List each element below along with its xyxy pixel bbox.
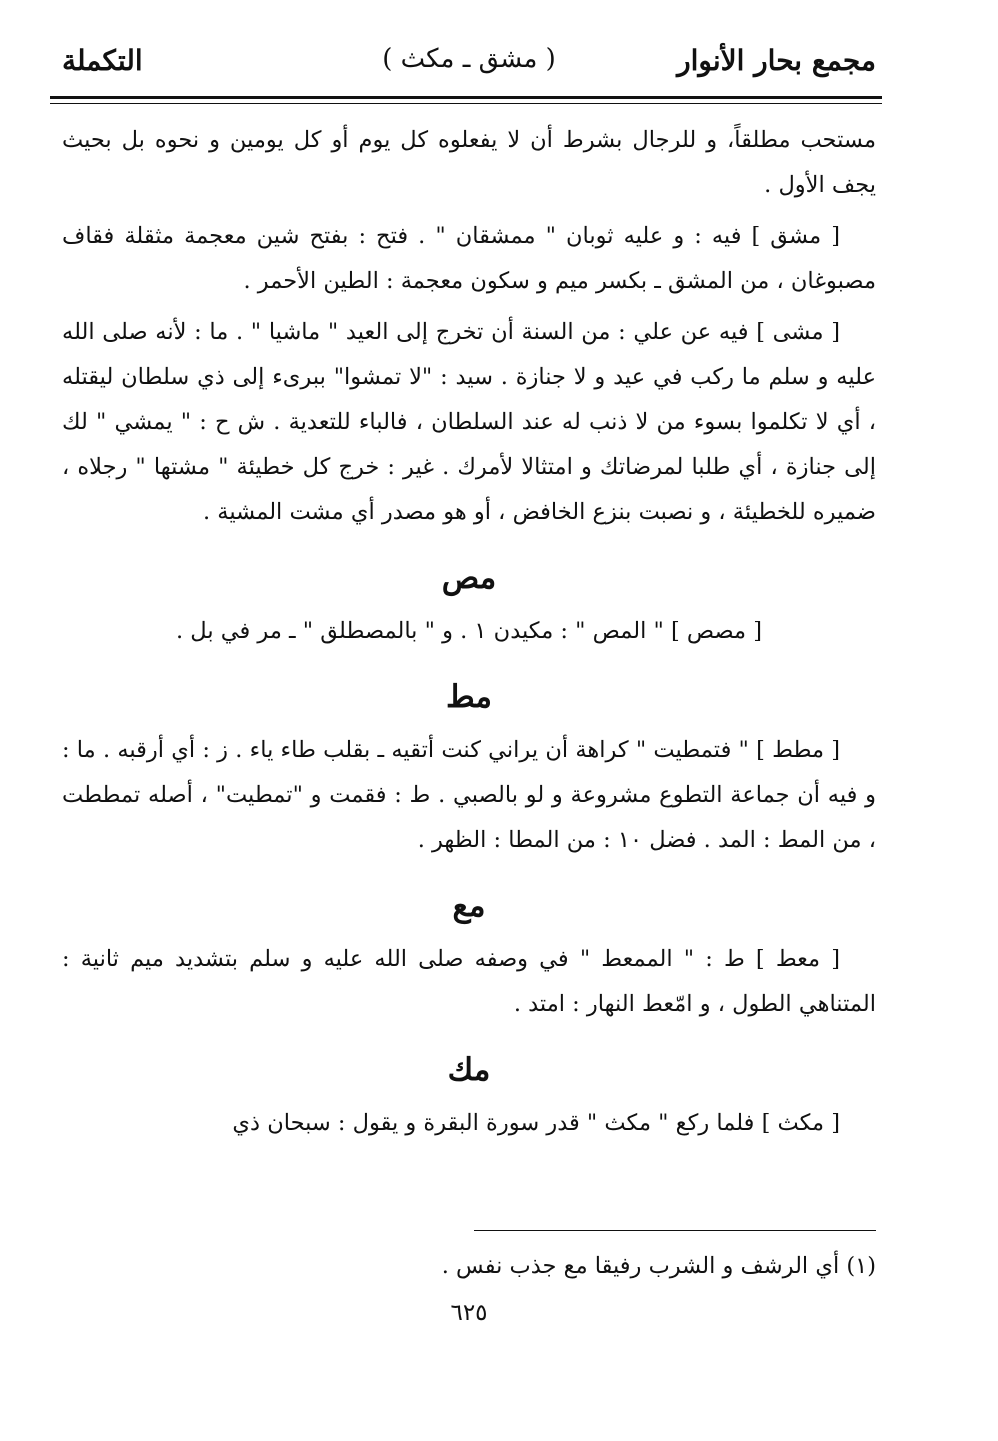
footnote-rule [474,1230,876,1231]
section-heading-mak: مك [447,1052,491,1088]
section-heading-maa: مع [452,888,486,924]
footnote: (١) أي الرشف و الشرب رفيقا مع جذب نفس . [441,1253,876,1279]
header-book-title: مجمع بحار الأنوار [677,44,876,77]
entry-masas: [ مصص ] " المص " : مكيدن ١ . و " بالمصطلق " ـ مر في بل . [176,618,762,644]
header-rule-thin [50,103,882,104]
section-heading-mas: مص [441,560,497,596]
header-rule-thick [50,96,882,99]
entry-maat: [ معط ] ط : " الممعط " في وصفه صلى الله عليه و سلم بتشديد ميم ثانية : المتناهي الطول ، و امّعط النهار : امتد . [62,946,876,1017]
header-entry-range: ( مشق ـ مكث ) [382,44,556,74]
page-number: ٦٢٥ [450,1300,488,1326]
entry-masha: [ مشى ] فيه عن علي : من السنة أن تخرج إلى العيد " ماشيا " . ما : لأنه صلى الله عليه و سلم ما ركب في عيد و لا جنازة . سيد : "لا تمشوا" ببرىء إلى ذي سلطان ليقتله ، أي لا تكلموا بسوء من لا ذنب له عند السلطان ، فالباء للتعدية . ش ح : " يمشي " لك إلى جنازة ، أي طلبا لمرضاتك و امتثالا لأمرك . غير : خرج كل خطيئة " مشتها " رجلاه ، ضميره للخطيئة ، و نصبت بنزع الخافض ، أو هو مصدر أي مشت المشية . [62,319,876,525]
document-page [62,0,876,1441]
paragraph-continuation: مستحب مطلقاً، و للرجال بشرط أن لا يفعلوه كل يوم أو كل يومين و نحوه بل بحيث يجف الأول . [62,127,876,198]
main-text [62,118,876,1152]
running-header [62,38,876,92]
entry-matat: [ مطط ] " فتمطيت " كراهة أن يراني كنت أتقيه ـ بقلب طاء ياء . ز : أي أرقبه . ما : و فيه أن جماعة التطوع مشروعة و لو بالصبي . ط : فقمت و "تمطيت" ، أصله تمططت ، من المط : المد . فضل ١٠ : من المطا : الظهر . [62,737,876,853]
header-volume-label: التكملة [62,44,143,77]
section-heading-mat: مط [445,679,493,715]
entry-makath: [ مكث ] فلما ركع " مكث " قدر سورة البقرة و يقول : سبحان ذي [232,1110,840,1136]
entry-mashq: [ مشق ] فيه : و عليه ثوبان " ممشقان " . فتح : بفتح شين معجمة مثقلة فقاف مصبوغان ، من المشق ـ بكسر ميم و سكون معجمة : الطين الأحمر . [62,223,876,294]
